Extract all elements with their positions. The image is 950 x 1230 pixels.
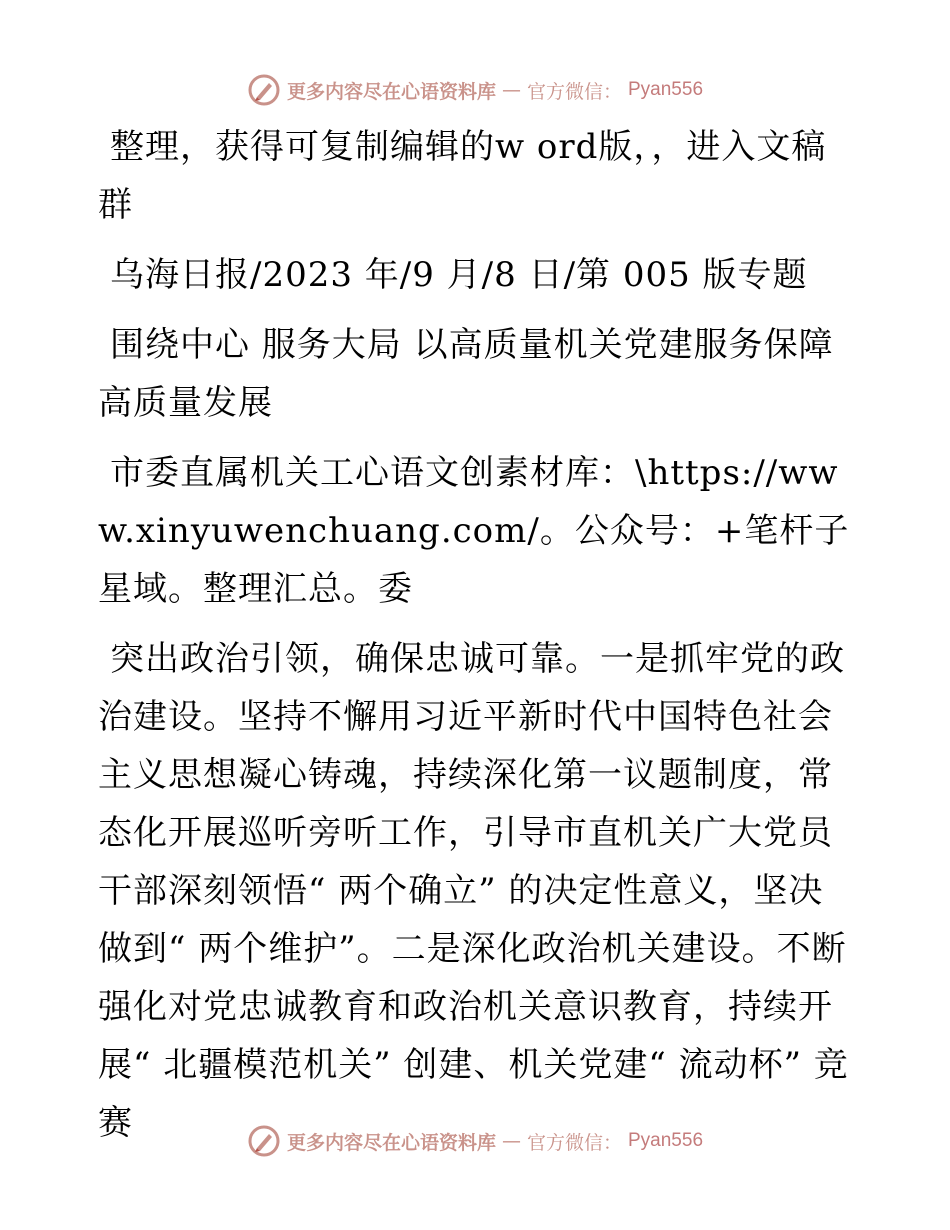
paragraph-title: 围绕中心 服务大局 以高质量机关党建服务保障高质量发展 xyxy=(98,325,834,423)
watermark-separator: — xyxy=(501,1130,521,1152)
paragraph-source: 乌海日报/2023 年/9 月/8 日/第 005 版专题 xyxy=(110,255,808,295)
watermark-footer xyxy=(0,1121,950,1161)
watermark-official-label: 官方微信： xyxy=(526,1131,622,1154)
watermark-main-text: 更多内容尽在心语资料库 xyxy=(286,1131,496,1154)
document-body xyxy=(98,118,858,1164)
paragraph-intro: 整理，获得可复制编辑的w ord版，，进入文稿群 xyxy=(98,127,827,225)
watermark-official-label: 官方微信： xyxy=(526,80,622,103)
pen-logo-icon xyxy=(247,1124,281,1158)
paragraph-author: 市委直属机关工心语文创素材库：\https://www.xinyuwenchuang.com/。公众号：+笔杆子星域。整理汇总。委 xyxy=(98,453,850,609)
paragraph-content: 突出政治引领，确保忠诚可靠。一是抓牢党的政治建设。坚持不懈用习近平新时代中国特色社会主义思想凝心铸魂，持续深化第一议题制度，常态化开展巡听旁听工作，引导市直机关广大党员干部深刻领悟“ 两个确立” 的决定性意义，坚决做到“ 两个维护”。二是深化政治机关建设。不断强化对党忠诚教育和政治机关意识教育，持续开展“ 北疆模范机关” 创建、机关党建“ 流动杯” 竞赛 xyxy=(98,639,849,1143)
watermark-handle: Pyan556 xyxy=(628,79,704,100)
watermark-handle: Pyan556 xyxy=(628,1130,704,1151)
pen-logo-icon xyxy=(247,73,281,107)
watermark-separator: — xyxy=(501,79,521,101)
watermark-header xyxy=(0,70,950,110)
watermark-main-text: 更多内容尽在心语资料库 xyxy=(286,80,496,103)
